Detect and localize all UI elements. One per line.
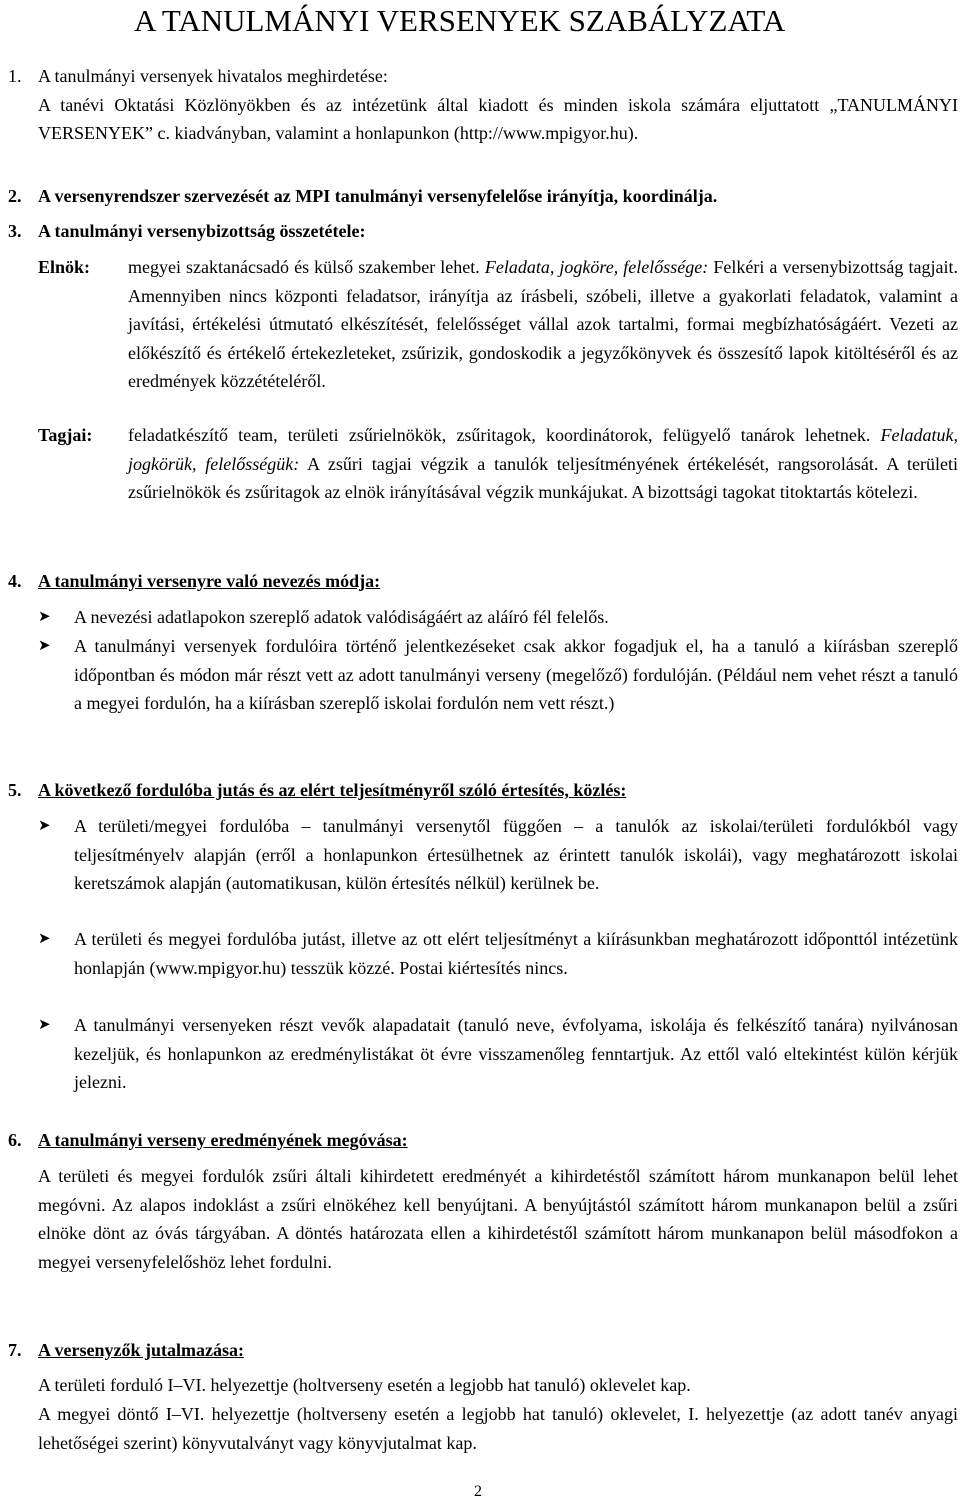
section-number: 2. xyxy=(8,186,22,206)
section-number: 3. xyxy=(8,221,22,241)
tagjai-role: Feladatuk, jogkörük, felelősségük: xyxy=(128,425,958,474)
section-7-line-2: A megyei döntő I–VI. helyezettje (holtverseny esetén a legjobb hat tanuló) oklevelet, I. helyezettje (az adott tanév anyagi lehetőségei szerint) könyvutalványt vagy könyvjutalmat kap. xyxy=(38,1404,958,1453)
section-7-heading: 7. A versenyzők jutalmazása: xyxy=(38,1336,958,1365)
section-5-heading: 5. A következő fordulóba jutás és az elért teljesítményről szóló értesítés, közlés: xyxy=(38,776,958,805)
section-6-heading: 6. A tanulmányi verseny eredményének megóvása: xyxy=(38,1126,958,1155)
page-number: 2 xyxy=(474,1483,482,1500)
section-number: 1. xyxy=(8,66,22,86)
document-page: A TANULMÁNYI VERSENYEK SZABÁLYZATA 1. A tanulmányi versenyek hivatalos meghirdetése: A tanévi Oktatási Közlönyökben és az intézetünk által kiadott és minden iskola számára eljuttatott „TANULMÁNYI VERSENYEK” c. kiadványban, valamint a honlapunkon (http://www.mpigyor.hu). 2. A versenyrendszer szervezését az MPI tanulmányi versenyfelelőse irányítja, koordinálja. 3. A tanulmányi versenybizottság összetétele: Elnök: megyei szaktanácsadó és külső szakember lehet. Feladata, jogköre, felelőssége: Felkéri a versenybizottság tagjait. Amennyiben nincs központi feladatsor, irányítja az írásbeli, szóbeli, illetve a gyakorlati feladatok, valamint a javítási, értékelési útmutató elkészítését, felelősséget vállal azok tartalmi, formai megbízhatóságáért. Vezeti az előkészítő és értékelő értekezleteket, zsűrizik, gondoskodik a jegyzőkönyvek és összesítő lapok kitöltéséről és az eredmények közzétételéről. Tagjai: feladatkészítő team, területi zsűrielnökök, zsűritagok, koordinátorok, felügyelő tanárok lehetnek. Feladatuk, jogkörük, felelősségük: A zsűri tagjai végzik a tanulók teljesítményének értékelését, rangsorolását. A területi zsűrielnökök és zsűritagok az elnök irányításával végzik munkájukat. A bizottsági tagokat titoktartás kötelezi. 4. A tanulmányi versenyre való nevezés módja: ➤ A nevezési adatlapokon szereplő adatok valódiságáért az aláíró fél felelős. ➤ A tanulmányi versenyek fordulóira történő jelentkezéseket csak akkor fogadjuk el, ha a tanuló a kiírásban szereplő időpontban és módon már részt vett az adott tanulmányi verseny (megelőző) fordulóján. (Például nem vehet részt a tanuló a megyei fordulón, ha a kiírásban szereplő iskolai fordulón nem vett részt.) 5. A következő fordulóba jutás és az elért teljesítményről szóló értesítés, közlés: ➤ A területi/megyei fordulóba – tanulmányi versenytől függően – a tanulók az iskolai/területi fordulókból vagy teljesítményelv alapján (erről a honlapunkon értesülhetnek az érintett tanulók iskolái), vagy meghatározott iskolai keretszámok alapján (automatikusan, külön értesítés nélkül) kerülnek be. ➤ A területi és megyei fordulóba jutást, illetve az ott elért teljesítményt a kiírásunkban meghatározott időponttól intézetünk honlapján (www.mpigyor.hu) tesszük közzé. Postai kiértesítés nincs. ➤ A tanulmányi versenyeken részt vevők alapadatait (tanuló neve, évfolyama, iskolája és felkészítő tanára) nyilvánosan kezeljük, és honlapunkon az eredménylistákat öt évre visszamenőleg fenntartjuk. Az ettől való eltekintést külön kérjük jelezni. 6. A tanulmányi verseny eredményének megóvása: A területi és megyei fordulók zsűri általi kihirdetett eredményét a kihirdetéstől számított három munkanapon belül lehet megóvni. Az alapos indoklást a zsűri elnökéhez kell benyújtani. A benyújtástól számított három munkanapon belül a zsűri elnöke dönt az óvás tárgyában. A döntés határozata ellen a kihirdetéstől számított három munkanapon belül másodfokon a megyei versenyfelelőshöz lehet fordulni. 7. A versenyzők jutalmazása: A területi forduló I–VI. helyezettje (holtverseny esetén a legjobb hat tanuló) oklevelet kap. A megyei döntő I–VI. helyezettje (holtverseny esetén a legjobb hat tanuló) oklevelet, I. helyezettje (az adott tanév anyagi lehetőségei szerint) könyvutalványt vagy könyvjutalmat kap. 2 xyxy=(8,3,958,1500)
tagjai-label: Tagjai: xyxy=(38,425,93,445)
arrowhead-bullet-icon: ➤ xyxy=(38,609,51,625)
section-7-line-1: A területi forduló I–VI. helyezettje (holtverseny esetén a legjobb hat tanuló) oklevelet kap. xyxy=(38,1375,691,1395)
section-6-text: A területi és megyei fordulók zsűri általi kihirdetett eredményét a kihirdetéstől számított három munkanapon belül lehet megóvni. Az alapos indoklást a zsűri elnökéhez kell benyújtani. A benyújtástól számított három munkanapon belül a zsűri elnöke dönt az óvás tárgyában. A döntés határozata ellen a kihirdetéstől számított három munkanapon belül másodfokon a megyei versenyfelelőshöz lehet fordulni. xyxy=(38,1166,958,1272)
tagjai-row xyxy=(38,421,958,541)
section-number: 7. xyxy=(8,1340,22,1360)
arrowhead-bullet-icon: ➤ xyxy=(38,1017,51,1033)
elnok-duties: Felkéri a versenybizottság tagjait. Amennyiben nincs központi feladatsor, irányítja az írásbeli, szóbeli, illetve a gyakorlati feladatok, valamint a javítási, értékelési útmutató elkészítését, felelősséget vállal azok tartalmi, formai megbízhatóságáért. Vezeti az előkészítő és értékelő értekezleteket, zsűrizik, gondoskodik a jegyzőkönyvek és összesítő lapok kitöltéséről és az eredmények közzétételéről. xyxy=(128,257,958,391)
section-2 xyxy=(8,182,958,211)
elnok-role: Feladata, jogköre, felelőssége: xyxy=(484,257,709,277)
arrowhead-bullet-icon: ➤ xyxy=(38,931,51,947)
section-2-heading: A versenyrendszer szervezését az MPI tanulmányi versenyfelelőse irányítja, koordinálja. xyxy=(38,186,718,206)
elnok-body xyxy=(128,253,958,396)
elnok-label: Elnök: xyxy=(38,257,91,277)
section-3-heading: 3. A tanulmányi versenybizottság összetétele: xyxy=(38,217,958,246)
arrowhead-bullet-icon: ➤ xyxy=(38,818,51,834)
section-1-text: A tanévi Oktatási Közlönyökben és az intézetünk által kiadott és minden iskola számára eljuttatott „TANULMÁNYI VERSENYEK” c. kiadványban, valamint a honlapunkon (http://www.mpigyor.hu). xyxy=(38,94,958,143)
section-4-heading: 4. A tanulmányi versenyre való nevezés módja: xyxy=(38,567,958,596)
tagjai-body xyxy=(128,421,958,507)
page-title: A TANULMÁNYI VERSENYEK SZABÁLYZATA xyxy=(134,3,786,38)
section-1-heading-text: A tanulmányi versenyek hivatalos meghirdetése: xyxy=(38,66,388,86)
tagjai-text: feladatkészítő team, területi zsűrielnökök, zsűritagok, koordinátorok, felügyelő tanárok lehetnek. xyxy=(128,425,871,445)
section-1-heading xyxy=(8,62,958,91)
section-number: 5. xyxy=(8,780,22,800)
section-number: 4. xyxy=(8,571,22,591)
section-number: 6. xyxy=(8,1130,22,1150)
tagjai-duties: A zsűri tagjai végzik a tanulók teljesítményének értékelését, rangsorolását. A területi zsűrielnökök és zsűritagok az elnök irányításával végzik munkájukat. A bizottsági tagokat titoktartás kötelezi. xyxy=(128,453,958,502)
section-1 xyxy=(8,62,958,148)
arrowhead-bullet-icon: ➤ xyxy=(38,638,51,654)
elnok-text: megyei szaktanácsadó és külső szakember lehet. xyxy=(128,257,480,277)
